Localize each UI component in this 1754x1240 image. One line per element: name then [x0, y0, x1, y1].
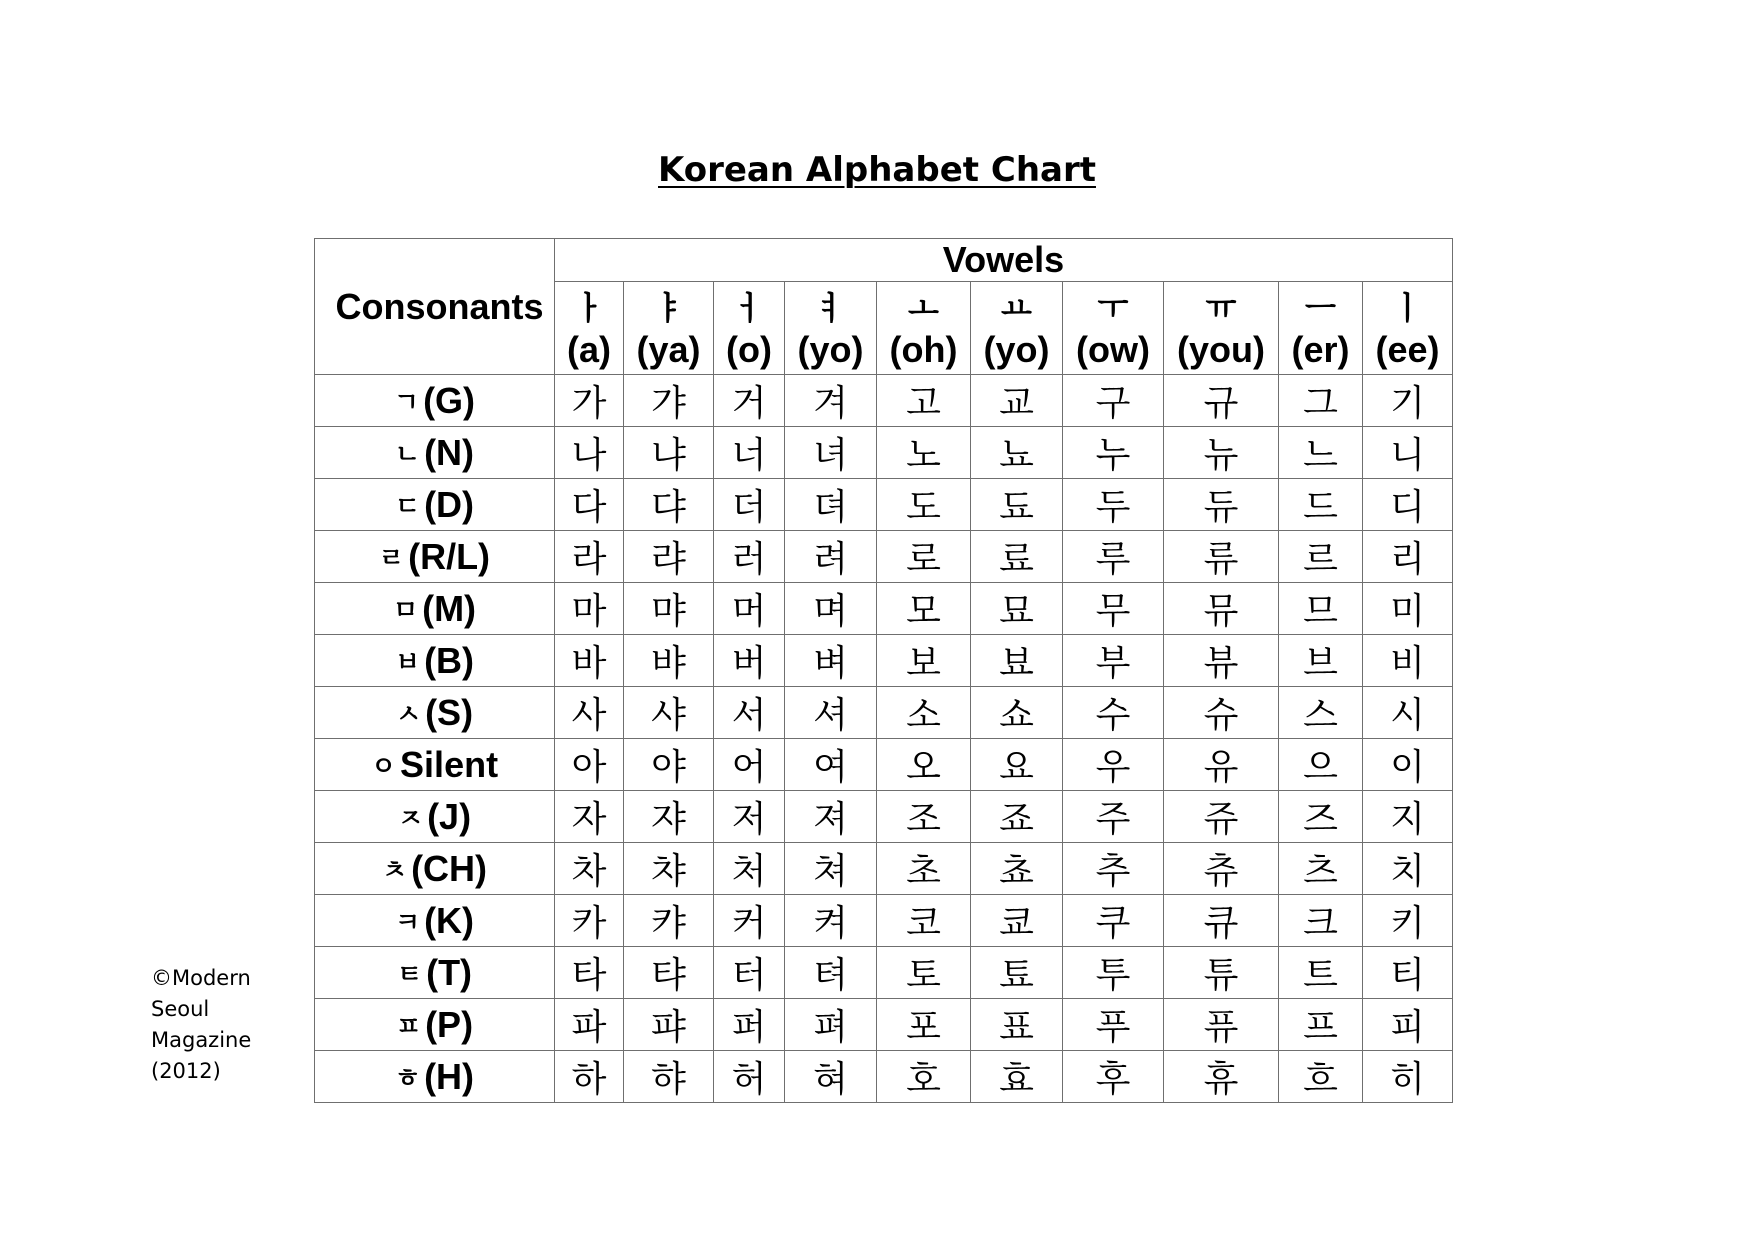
syllable-cell: 프	[1279, 999, 1363, 1051]
syllable-cell: 비	[1363, 635, 1453, 687]
syllable-cell: 큐	[1164, 895, 1279, 947]
consonant-jamo: ㅇ	[370, 751, 397, 782]
consonant-cell	[315, 583, 555, 635]
table-row	[315, 843, 1453, 895]
syllable-cell: 퍼	[714, 999, 785, 1051]
consonant-romanization: (P)	[425, 1003, 474, 1045]
consonant-cell	[315, 1051, 555, 1103]
table-row	[315, 739, 1453, 791]
syllable-cell: 우	[1063, 739, 1164, 791]
syllable-cell: 챠	[624, 843, 714, 895]
syllable-cell: 치	[1363, 843, 1453, 895]
copyright-note	[151, 963, 291, 1087]
syllable-cell: 랴	[624, 531, 714, 583]
syllable-cell: 부	[1063, 635, 1164, 687]
syllable-cell: 투	[1063, 947, 1164, 999]
consonant-jamo: ㅈ	[397, 803, 424, 834]
syllable-cell: 디	[1363, 479, 1453, 531]
syllable-cell: 로	[877, 531, 971, 583]
syllable-cell: 포	[877, 999, 971, 1051]
vowel-header-cell	[1164, 282, 1279, 375]
syllable-cell: 보	[877, 635, 971, 687]
vowel-romanization: (ya)	[636, 329, 701, 370]
syllable-cell: 갸	[624, 375, 714, 427]
syllable-cell: 티	[1363, 947, 1453, 999]
syllable-cell: 히	[1363, 1051, 1453, 1103]
vowel-jamo: ㅜ	[1097, 289, 1129, 327]
syllable-cell: 러	[714, 531, 785, 583]
syllable-cell: 벼	[785, 635, 877, 687]
table-row	[315, 1051, 1453, 1103]
syllable-cell: 지	[1363, 791, 1453, 843]
syllable-cell: 녀	[785, 427, 877, 479]
vowel-header-cell	[1279, 282, 1363, 375]
syllable-cell: 으	[1279, 739, 1363, 791]
vowel-jamo: ㅣ	[1392, 289, 1423, 327]
copyright-line: (2012)	[151, 1059, 221, 1083]
syllable-cell: 마	[555, 583, 624, 635]
syllable-cell: 캬	[624, 895, 714, 947]
vowel-romanization: (you)	[1177, 329, 1265, 370]
consonant-jamo: ㄷ	[394, 491, 421, 522]
syllable-cell: 나	[555, 427, 624, 479]
consonant-jamo: ㄴ	[394, 439, 421, 470]
syllable-cell: 호	[877, 1051, 971, 1103]
syllable-cell: 거	[714, 375, 785, 427]
consonant-cell	[315, 999, 555, 1051]
syllable-cell: 어	[714, 739, 785, 791]
syllable-cell: 쿠	[1063, 895, 1164, 947]
page-title-text: Korean Alphabet Chart	[658, 150, 1096, 190]
syllable-cell: 도	[877, 479, 971, 531]
syllable-cell: 표	[971, 999, 1063, 1051]
syllable-cell: 리	[1363, 531, 1453, 583]
syllable-cell: 혀	[785, 1051, 877, 1103]
consonant-romanization: (K)	[424, 899, 475, 941]
syllable-cell: 듀	[1164, 479, 1279, 531]
vowel-romanization: (ow)	[1076, 329, 1150, 370]
consonant-jamo: ㄱ	[393, 387, 420, 418]
syllable-cell: 쇼	[971, 687, 1063, 739]
syllable-cell: 먀	[624, 583, 714, 635]
vowel-romanization: (a)	[567, 329, 611, 370]
consonant-cell	[315, 739, 555, 791]
syllable-cell: 하	[555, 1051, 624, 1103]
syllable-cell: 효	[971, 1051, 1063, 1103]
consonant-cell	[315, 427, 555, 479]
syllable-cell: 스	[1279, 687, 1363, 739]
consonant-romanization: (N)	[424, 431, 475, 473]
vowel-header-cell	[1063, 282, 1164, 375]
table-row	[315, 999, 1453, 1051]
syllable-cell: 더	[714, 479, 785, 531]
syllable-cell: 뷰	[1164, 635, 1279, 687]
consonants-header	[315, 239, 555, 375]
consonant-cell	[315, 895, 555, 947]
syllable-cell: 쟈	[624, 791, 714, 843]
table-row	[315, 479, 1453, 531]
consonant-jamo: ㅋ	[394, 907, 421, 938]
page-title	[0, 150, 1754, 190]
copyright-line: Magazine	[151, 1028, 252, 1052]
syllable-cell: 류	[1164, 531, 1279, 583]
syllable-cell: 너	[714, 427, 785, 479]
syllable-cell: 바	[555, 635, 624, 687]
syllable-cell: 겨	[785, 375, 877, 427]
syllable-cell: 므	[1279, 583, 1363, 635]
consonant-cell	[315, 635, 555, 687]
syllable-cell: 르	[1279, 531, 1363, 583]
consonant-romanization: (G)	[423, 379, 476, 421]
vowel-header-cell	[624, 282, 714, 375]
table-row	[315, 635, 1453, 687]
copyright-line: ©Modern	[151, 966, 251, 990]
syllable-cell: 쵸	[971, 843, 1063, 895]
consonant-romanization: (T)	[426, 951, 473, 993]
syllable-cell: 튜	[1164, 947, 1279, 999]
syllable-cell: 초	[877, 843, 971, 895]
syllable-cell: 뎌	[785, 479, 877, 531]
consonant-romanization: (M)	[422, 587, 477, 629]
vowels-header: Vowels	[555, 239, 1453, 282]
syllable-cell: 차	[555, 843, 624, 895]
syllable-cell: 허	[714, 1051, 785, 1103]
alphabet-table	[314, 238, 1453, 1103]
syllable-cell: 뮤	[1164, 583, 1279, 635]
syllable-cell: 피	[1363, 999, 1453, 1051]
syllable-cell: 쿄	[971, 895, 1063, 947]
syllable-cell: 뵤	[971, 635, 1063, 687]
consonant-cell	[315, 843, 555, 895]
consonant-jamo: ㄹ	[378, 543, 405, 574]
consonant-romanization: (R/L)	[408, 535, 491, 577]
syllable-cell: 죠	[971, 791, 1063, 843]
syllable-cell: 가	[555, 375, 624, 427]
syllable-cell: 규	[1164, 375, 1279, 427]
vowel-header-cell	[1363, 282, 1453, 375]
syllable-cell: 구	[1063, 375, 1164, 427]
syllable-cell: 느	[1279, 427, 1363, 479]
syllable-cell: 흐	[1279, 1051, 1363, 1103]
vowel-jamo: ㅑ	[653, 289, 684, 327]
consonant-romanization: (D)	[424, 483, 475, 525]
consonant-jamo: ㅂ	[394, 647, 421, 678]
consonant-cell	[315, 479, 555, 531]
vowel-header-cell	[877, 282, 971, 375]
syllable-cell: 여	[785, 739, 877, 791]
consonants-header-label: Consonants	[335, 285, 544, 327]
syllable-cell: 져	[785, 791, 877, 843]
syllable-cell: 즈	[1279, 791, 1363, 843]
table-body	[315, 375, 1453, 1103]
syllable-cell: 뱌	[624, 635, 714, 687]
syllable-cell: 려	[785, 531, 877, 583]
syllable-cell: 퍄	[624, 999, 714, 1051]
table-row	[315, 583, 1453, 635]
vowel-jamo: ㅠ	[1205, 289, 1237, 327]
vowel-romanization: (er)	[1291, 329, 1350, 370]
syllable-cell: 기	[1363, 375, 1453, 427]
consonant-romanization: (B)	[424, 639, 475, 681]
vowel-romanization: (yo)	[797, 329, 864, 370]
syllable-cell: 유	[1164, 739, 1279, 791]
syllable-cell: 자	[555, 791, 624, 843]
syllable-cell: 쳐	[785, 843, 877, 895]
syllable-cell: 툐	[971, 947, 1063, 999]
header-row	[315, 239, 1453, 282]
syllable-cell: 시	[1363, 687, 1453, 739]
syllable-cell: 뉴	[1164, 427, 1279, 479]
syllable-cell: 크	[1279, 895, 1363, 947]
syllable-cell: 슈	[1164, 687, 1279, 739]
syllable-cell: 오	[877, 739, 971, 791]
syllable-cell: 노	[877, 427, 971, 479]
vowel-jamo: ㅗ	[908, 289, 939, 327]
syllable-cell: 켜	[785, 895, 877, 947]
consonant-jamo: ㅍ	[395, 1011, 422, 1042]
vowel-header-cell	[555, 282, 624, 375]
consonant-cell	[315, 791, 555, 843]
vowel-jamo: ㅛ	[1001, 289, 1032, 327]
syllable-cell: 셔	[785, 687, 877, 739]
syllable-cell: 누	[1063, 427, 1164, 479]
syllable-cell: 뇨	[971, 427, 1063, 479]
syllable-cell: 샤	[624, 687, 714, 739]
consonant-cell	[315, 687, 555, 739]
consonant-romanization: (H)	[424, 1055, 475, 1097]
syllable-cell: 아	[555, 739, 624, 791]
syllable-cell: 요	[971, 739, 1063, 791]
syllable-cell: 냐	[624, 427, 714, 479]
syllable-cell: 니	[1363, 427, 1453, 479]
syllable-cell: 수	[1063, 687, 1164, 739]
syllable-cell: 소	[877, 687, 971, 739]
table-row	[315, 947, 1453, 999]
syllable-cell: 사	[555, 687, 624, 739]
consonant-cell	[315, 531, 555, 583]
syllable-cell: 조	[877, 791, 971, 843]
syllable-cell: 코	[877, 895, 971, 947]
syllable-cell: 햐	[624, 1051, 714, 1103]
syllable-cell: 처	[714, 843, 785, 895]
syllable-cell: 후	[1063, 1051, 1164, 1103]
vowel-romanization: (yo)	[983, 329, 1050, 370]
syllable-cell: 라	[555, 531, 624, 583]
consonant-romanization: (J)	[427, 795, 472, 837]
syllable-cell: 토	[877, 947, 971, 999]
syllable-cell: 츠	[1279, 843, 1363, 895]
consonant-jamo: ㅅ	[395, 699, 422, 730]
table-row	[315, 375, 1453, 427]
consonant-romanization: (S)	[425, 691, 474, 733]
syllable-cell: 탸	[624, 947, 714, 999]
syllable-cell: 드	[1279, 479, 1363, 531]
syllable-cell: 버	[714, 635, 785, 687]
syllable-cell: 고	[877, 375, 971, 427]
syllable-cell: 추	[1063, 843, 1164, 895]
vowel-jamo: ㅡ	[1305, 289, 1336, 327]
vowel-romanization: (o)	[726, 329, 772, 370]
consonant-jamo: ㅊ	[381, 855, 408, 886]
syllable-cell: 푸	[1063, 999, 1164, 1051]
syllable-cell: 머	[714, 583, 785, 635]
vowel-jamo: ㅏ	[573, 289, 605, 327]
syllable-cell: 카	[555, 895, 624, 947]
syllable-cell: 퓨	[1164, 999, 1279, 1051]
copyright-line: Seoul	[151, 997, 210, 1021]
syllable-cell: 다	[555, 479, 624, 531]
consonant-jamo: ㅎ	[394, 1063, 421, 1094]
table-row	[315, 427, 1453, 479]
syllable-cell: 터	[714, 947, 785, 999]
syllable-cell: 미	[1363, 583, 1453, 635]
syllable-cell: 묘	[971, 583, 1063, 635]
syllable-cell: 트	[1279, 947, 1363, 999]
syllable-cell: 서	[714, 687, 785, 739]
vowel-romanization: (ee)	[1375, 329, 1440, 370]
syllable-cell: 그	[1279, 375, 1363, 427]
syllable-cell: 커	[714, 895, 785, 947]
vowel-header-cell	[785, 282, 877, 375]
syllable-cell: 타	[555, 947, 624, 999]
syllable-cell: 료	[971, 531, 1063, 583]
consonant-cell	[315, 947, 555, 999]
syllable-cell: 두	[1063, 479, 1164, 531]
syllable-cell: 키	[1363, 895, 1453, 947]
syllable-cell: 루	[1063, 531, 1164, 583]
consonant-romanization: (CH)	[411, 847, 488, 889]
vowel-jamo: ㅕ	[815, 289, 846, 327]
syllable-cell: 텨	[785, 947, 877, 999]
syllable-cell: 며	[785, 583, 877, 635]
consonant-jamo: ㅁ	[392, 595, 419, 626]
syllable-cell: 모	[877, 583, 971, 635]
syllable-cell: 됴	[971, 479, 1063, 531]
syllable-cell: 휴	[1164, 1051, 1279, 1103]
vowel-header-cell	[714, 282, 785, 375]
syllable-cell: 야	[624, 739, 714, 791]
syllable-cell: 주	[1063, 791, 1164, 843]
syllable-cell: 츄	[1164, 843, 1279, 895]
syllable-cell: 브	[1279, 635, 1363, 687]
table-row	[315, 895, 1453, 947]
syllable-cell: 펴	[785, 999, 877, 1051]
vowel-romanization: (oh)	[889, 329, 958, 370]
syllable-cell: 이	[1363, 739, 1453, 791]
syllable-cell: 교	[971, 375, 1063, 427]
consonant-cell	[315, 375, 555, 427]
syllable-cell: 무	[1063, 583, 1164, 635]
table-row	[315, 791, 1453, 843]
consonant-jamo: ㅌ	[396, 959, 423, 990]
syllable-cell: 댜	[624, 479, 714, 531]
table-row	[315, 531, 1453, 583]
vowel-jamo: ㅓ	[733, 289, 765, 327]
table-row	[315, 687, 1453, 739]
consonant-romanization: Silent	[400, 743, 499, 785]
syllable-cell: 쥬	[1164, 791, 1279, 843]
syllable-cell: 파	[555, 999, 624, 1051]
syllable-cell: 저	[714, 791, 785, 843]
vowel-header-cell	[971, 282, 1063, 375]
